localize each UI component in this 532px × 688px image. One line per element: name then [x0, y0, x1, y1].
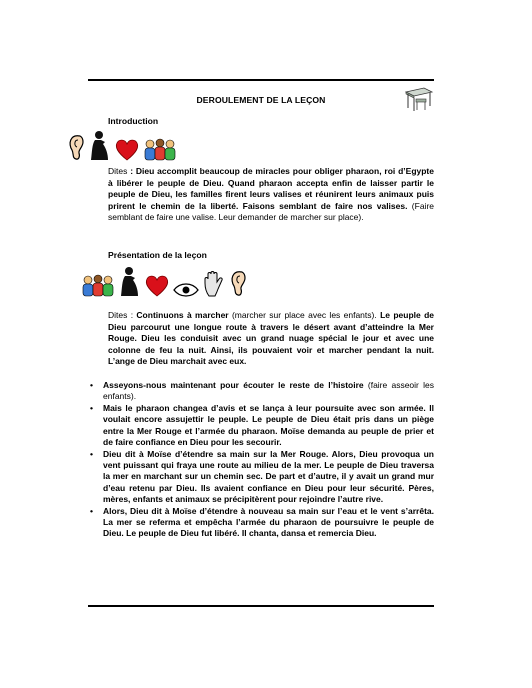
hand-icon: [202, 270, 226, 298]
presentation-heading: Présentation de la leçon: [108, 250, 207, 260]
introduction-heading: Introduction: [108, 116, 159, 126]
page-title: DEROULEMENT DE LA LEÇON: [196, 95, 326, 105]
presentation-lead: Dites :: [108, 310, 137, 320]
ear-icon: [228, 268, 248, 298]
heart-icon: [114, 138, 140, 162]
intro-bold-text: : Dieu accomplit beaucoup de miracles pour obliger pharaon, roi d’Egypte à libérer le peuple de Dieu. Quand pharaon accepta enfin de laisser partir le peuple de Dieu, les familles firent leurs valises et réunirent leurs animaux puis prirent le chemin de la liberté. Faisons semblant de faire nos valises.: [108, 166, 434, 211]
bullet-normal-text: (faire asseoir les enfants).: [103, 380, 434, 402]
praying-person-icon: [118, 266, 142, 298]
bullet-icon: •: [90, 505, 93, 516]
children-group-icon: [142, 136, 178, 162]
bullet-bold-text: Dieu dit à Moïse d’étendre sa main sur la Mer Rouge. Alors, Dieu provoqua un vent puissant qui fraya une route au milieu de la mer. Le peuple de Dieu traversa la mer en marchant sur un chemin sec. De part et d’autre, il y avait un grand mur d’eau retenu par Dieu. Ils avaient confiance en Dieu pour leur sécurité. Pères, mères, enfants et animaux se précipitèrent pour rejoindre l’autre rive.: [103, 448, 434, 504]
intro-lead: Dites: [108, 166, 128, 176]
bullet-icon: •: [90, 403, 93, 414]
list-item: [88, 506, 434, 540]
introduction-text: [108, 166, 434, 224]
praying-person-icon: [88, 130, 112, 162]
ear-icon: [66, 132, 86, 162]
heart-icon: [144, 274, 170, 298]
story-bullet-list: [88, 380, 434, 540]
top-rule: [88, 79, 434, 81]
presentation-bold-1: Continuons à marcher: [136, 310, 229, 320]
desk-chair-icon: [402, 86, 434, 112]
eye-icon: [172, 282, 200, 298]
presentation-instruction: (marcher sur place avec les enfants).: [228, 310, 381, 320]
children-group-icon: [80, 272, 116, 298]
intro-instruction: (Faire semblant de faire une valise. Leur demander de marcher sur place).: [108, 200, 434, 222]
bullet-bold-text: Asseyons-nous maintenant pour écouter le reste de l’histoire: [103, 380, 364, 390]
bullet-bold-text: Mais le pharaon changea d’avis et se lança à leur poursuite avec son armée. Il voulait encore assujettir le peuple. Le peuple de Dieu était pris dans un piège entre la Mer Rouge et l’armée du pharaon. Moïse demanda au peuple de prier et de faire confiance en Dieu pour les secourir.: [103, 403, 434, 447]
presentation-bold-2: Le peuple de Dieu parcourut une longue route à travers le désert avant d’atteindre la Mer Rouge. Dieu les conduisit avec un grand nuage spécial le jour et avec une colonne de feu la nuit. Ainsi, ils pouvaient voir et marcher pendant la nuit. L’ange de Dieu marchait avec eux.: [108, 310, 434, 366]
list-item: [88, 380, 434, 403]
list-item: [88, 449, 434, 505]
bottom-rule: [88, 605, 434, 607]
bullet-icon: •: [90, 448, 93, 459]
presentation-icon-row: [80, 266, 248, 298]
introduction-icon-row: [66, 130, 178, 162]
bullet-icon: •: [90, 380, 93, 390]
presentation-text: [108, 310, 434, 368]
bullet-bold-text: Alors, Dieu dit à Moïse d’étendre à nouveau sa main sur l’eau et le vent s’arrêta. La mer se referma et empêcha l’armée du pharaon de poursuivre le peuple de Dieu. Le peuple de Dieu fut libéré. Il chanta, dansa et remercia Dieu.: [103, 505, 434, 539]
list-item: [88, 403, 434, 448]
